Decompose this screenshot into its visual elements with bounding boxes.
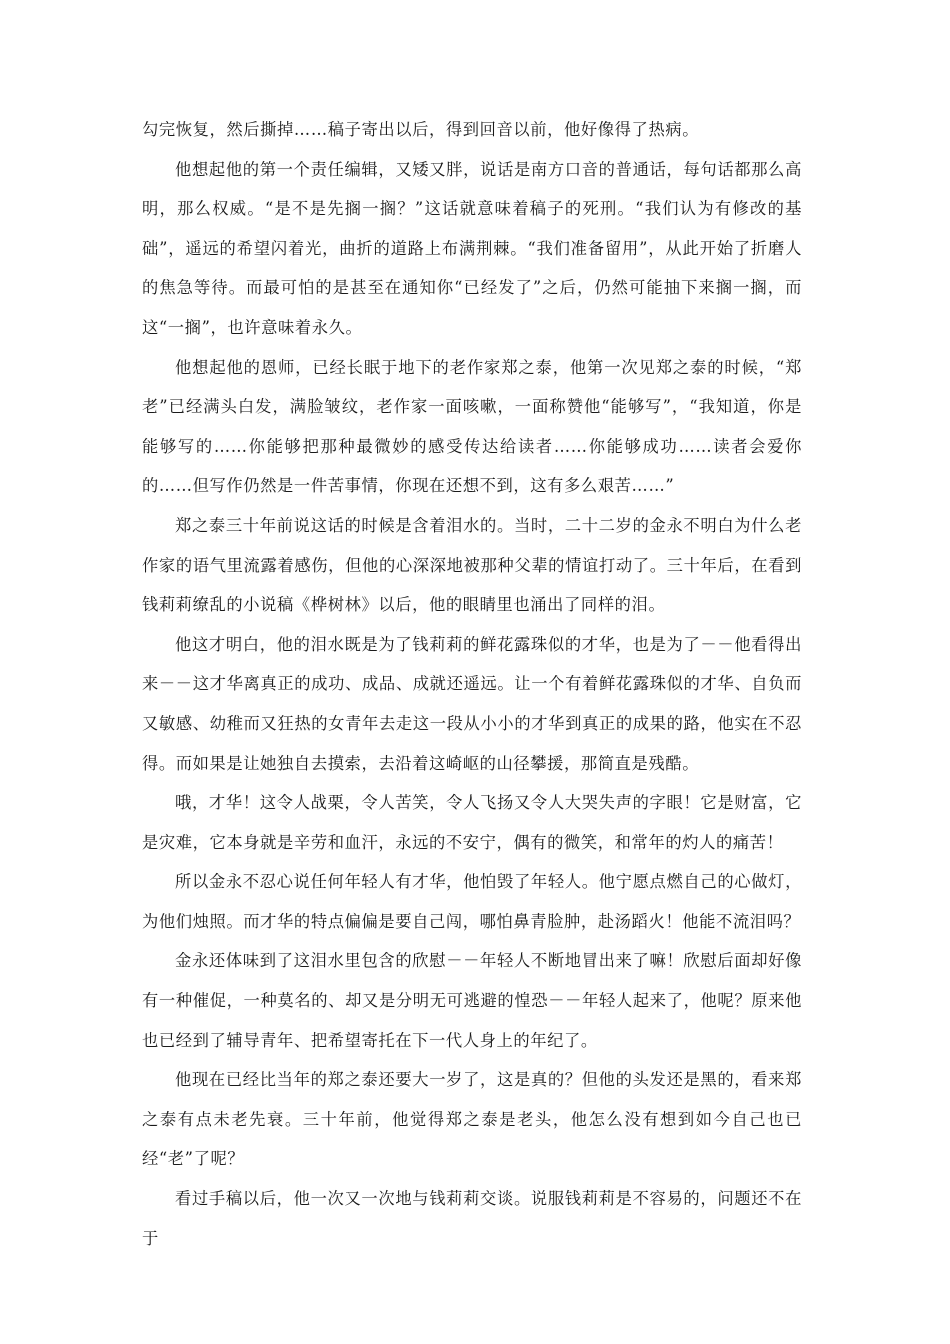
paragraph: 他现在已经比当年的郑之泰还要大一岁了，这是真的？但他的头发还是黑的，看来郑之泰有点未老先衰。三十年前，他觉得郑之泰是老头，他怎么没有想到如今自己也已经“老”了呢？ [142,1070,802,1169]
paragraph-continued: 勾完恢复，然后撕掉……稿子寄出以后，得到回音以前，他好像得了热病。 [142,120,700,139]
paragraph: 哦，才华！这令人战栗，令人苦笑，令人飞扬又令人大哭失声的字眼！它是财富，它是灾难，它本身就是辛劳和血汗，永远的不安宁，偶有的微笑，和常年的灼人的痛苦！ [142,793,802,852]
paragraph: 所以金永不忍心说任何年轻人有才华，他怕毁了年轻人。他宁愿点燃自己的心做灯，为他们烛照。而才华的特点偏偏是要自己闯，哪怕鼻青脸肿，赴汤蹈火！他能不流泪吗？ [142,872,802,931]
paragraph: 金永还体味到了这泪水里包含的欣慰－－年轻人不断地冒出来了嘛！欣慰后面却好像有一种催促，一种莫名的、却又是分明无可逃避的惶恐－－年轻人起来了，他呢？原来他也已经到了辅导青年、把希望寄托在下一代人身上的年纪了。 [142,951,802,1050]
paragraph: 他想起他的恩师，已经长眠于地下的老作家郑之泰，他第一次见郑之泰的时候，“郑老”已经满头白发，满脸皱纹，老作家一面咳嗽，一面称赞他“能够写”，“我知道，你是能够写的……你能够把那种最微妙的感受传达给读者……你能够成功……读者会爱你的……但写作仍然是一件苦事情，你现在还想不到，这有多么艰苦……” [142,357,802,496]
paragraph: 他想起他的第一个责任编辑，又矮又胖，说话是南方口音的普通话，每句话都那么高明，那么权威。“是不是先搁一搁？”这话就意味着稿子的死刑。“我们认为有修改的基础”，遥远的希望闪着光，曲折的道路上布满荆棘。“我们准备留用”，从此开始了折磨人的焦急等待。而最可怕的是甚至在通知你“已经发了”之后，仍然可能抽下来搁一搁，而这“一搁”，也许意味着永久。 [142,159,802,337]
paragraph: 郑之泰三十年前说这话的时候是含着泪水的。当时，二十二岁的金永不明白为什么老作家的语气里流露着感伤，但他的心深深地被那种父辈的情谊打动了。三十年后，在看到钱莉莉缭乱的小说稿《桦树林》以后，他的眼睛里也涌出了同样的泪。 [142,515,802,615]
body-text [142,110,802,1258]
paragraph: 他这才明白，他的泪水既是为了钱莉莉的鲜花露珠似的才华，也是为了－－他看得出来－－这才华离真正的成功、成品、成就还遥远。让一个有着鲜花露珠似的才华、自负而又敏感、幼稚而又狂热的女青年去走这一段从小小的才华到真正的成果的路，他实在不忍得。而如果是让她独自去摸索，去沿着这崎岖的山径攀援，那简直是残酷。 [142,634,802,773]
paragraph: 看过手稿以后，他一次又一次地与钱莉莉交谈。说服钱莉莉是不容易的，问题还不在于 [142,1189,802,1248]
